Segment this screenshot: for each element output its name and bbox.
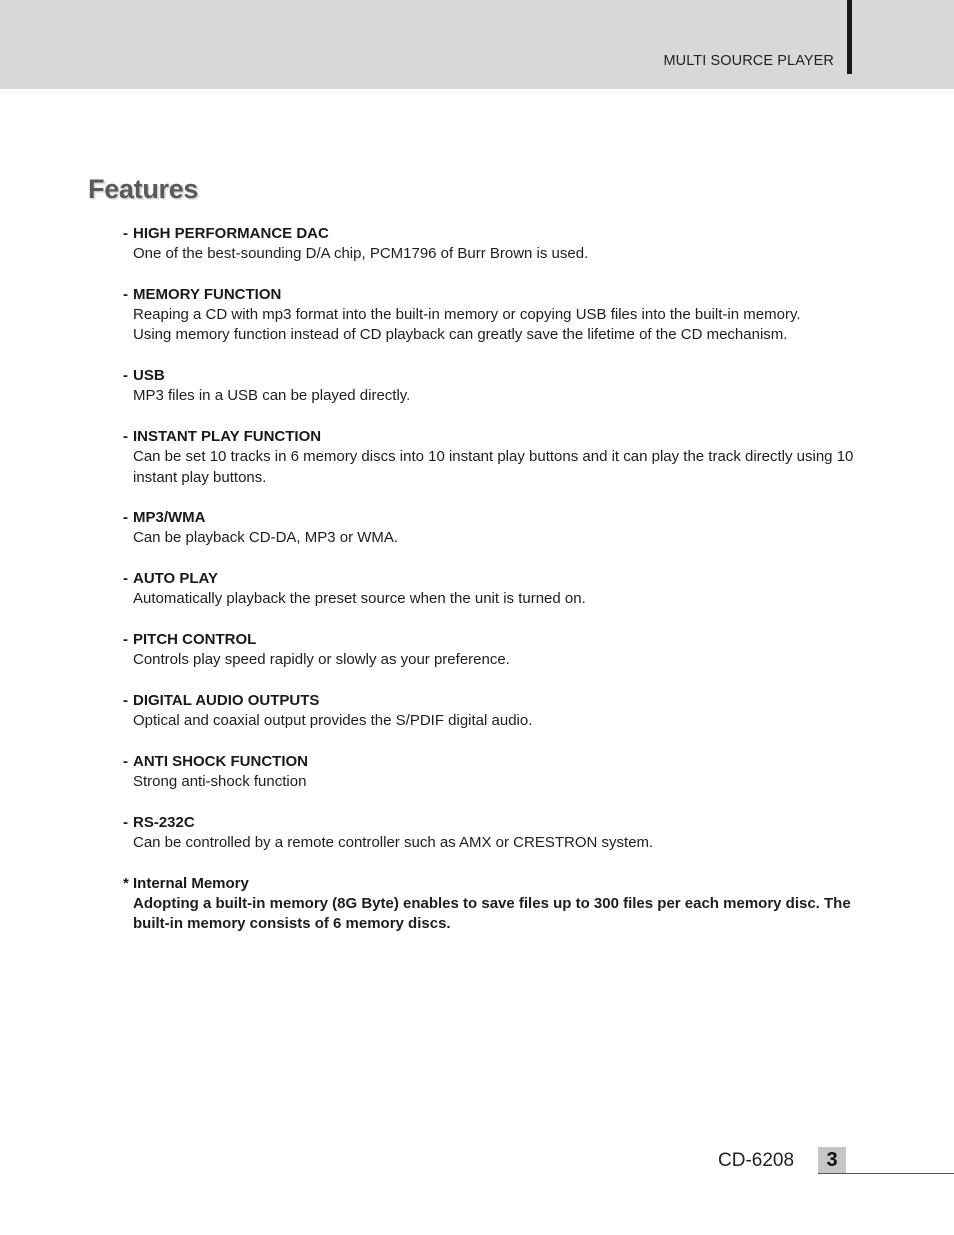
feature-list <box>123 224 883 955</box>
feature-description: MP3 files in a USB can be played directly. <box>133 387 411 405</box>
feature-description: Optical and coaxial output provides the S/PDIF digital audio. <box>133 712 533 730</box>
feature-heading: MP3/WMA <box>133 509 206 527</box>
feature-description: Automatically playback the preset source when the unit is turned on. <box>133 590 586 608</box>
feature-description: Can be playback CD-DA, MP3 or WMA. <box>133 529 399 547</box>
feature-heading: PITCH CONTROL <box>133 630 257 648</box>
header-divider-bar <box>847 0 852 74</box>
feature-heading: HIGH PERFORMANCE DAC <box>133 225 329 242</box>
feature-item <box>123 224 883 265</box>
feature-description: Can be set 10 tracks in 6 memory discs into 10 instant play buttons and it can play the track directly using 10 instant play buttons. <box>133 448 854 486</box>
asterisk-bullet: * <box>123 874 129 892</box>
feature-description: Strong anti-shock function <box>133 773 307 791</box>
bullet: - <box>123 570 128 588</box>
feature-description: One of the best-sounding D/A chip, PCM1796 of Burr Brown is used. <box>133 245 589 263</box>
feature-item <box>123 813 883 854</box>
bullet: - <box>123 427 128 445</box>
bullet: - <box>123 367 128 385</box>
feature-item <box>123 285 883 346</box>
bullet: - <box>123 509 128 527</box>
footer-rule <box>818 1173 954 1174</box>
feature-heading: RS-232C <box>133 813 195 831</box>
feature-item <box>123 630 883 671</box>
feature-description: Reaping a CD with mp3 format into the built-in memory or copying USB files into the built-in memory. <box>133 306 801 324</box>
header-title: MULTI SOURCE PLAYER <box>663 53 834 69</box>
feature-item <box>123 366 883 407</box>
feature-description-continued: Using memory function instead of CD playback can greatly save the lifetime of the CD mechanism. <box>133 326 788 344</box>
feature-heading: USB <box>133 367 165 385</box>
feature-heading: INSTANT PLAY FUNCTION <box>133 427 322 445</box>
feature-heading: AUTO PLAY <box>133 570 219 588</box>
feature-item <box>123 508 883 549</box>
feature-description: Controls play speed rapidly or slowly as your preference. <box>133 651 510 669</box>
bullet: - <box>123 630 128 648</box>
header-band <box>0 0 954 89</box>
page-number: 3 <box>818 1147 846 1174</box>
feature-item <box>123 691 883 732</box>
feature-heading: MEMORY FUNCTION <box>133 285 282 303</box>
feature-heading: ANTI SHOCK FUNCTION <box>133 752 308 770</box>
bullet: - <box>123 691 128 709</box>
bullet: - <box>123 752 128 770</box>
model-number: CD-6208 <box>718 1150 795 1171</box>
note-heading: Internal Memory <box>133 874 249 892</box>
page-title: Features <box>88 174 199 204</box>
note-item <box>123 874 883 935</box>
bullet: - <box>123 225 128 242</box>
bullet: - <box>123 813 128 831</box>
feature-item <box>123 427 883 488</box>
feature-description: Can be controlled by a remote controller such as AMX or CRESTRON system. <box>133 833 654 851</box>
feature-heading: DIGITAL AUDIO OUTPUTS <box>133 691 320 709</box>
bullet: - <box>123 285 128 303</box>
feature-item <box>123 752 883 793</box>
feature-item <box>123 569 883 610</box>
note-description: Adopting a built-in memory (8G Byte) enables to save files up to 300 files per each memory disc. The built-in memory consists of 6 memory discs. <box>133 894 851 933</box>
